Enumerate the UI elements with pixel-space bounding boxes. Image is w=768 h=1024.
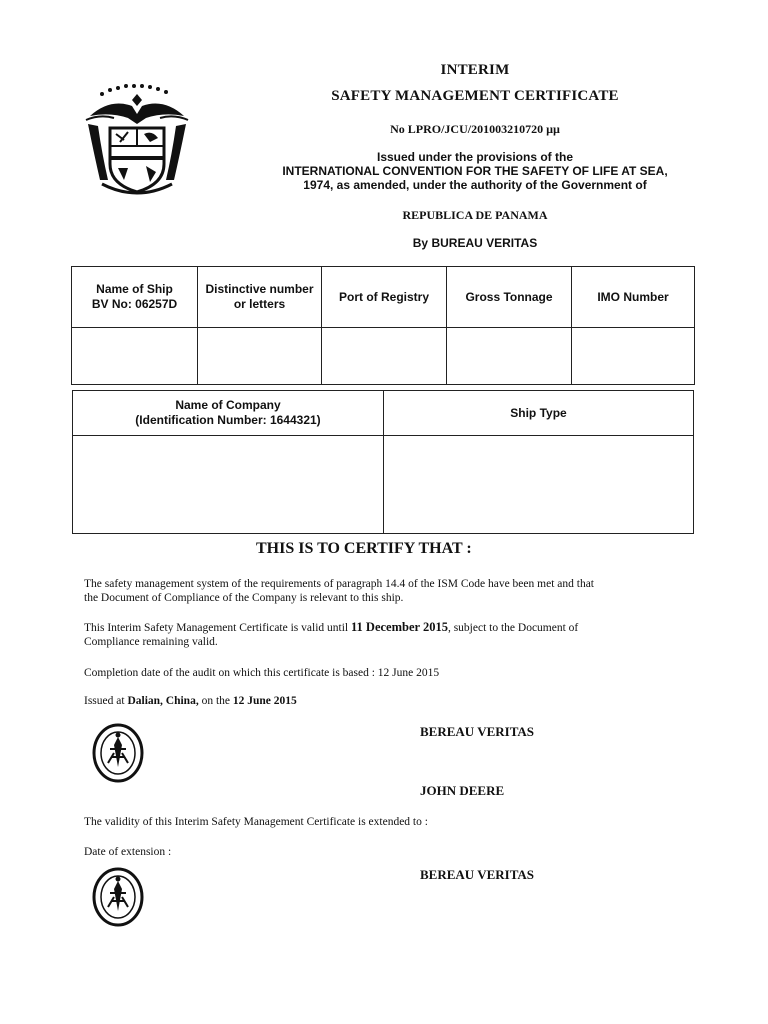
certificate-number: No LPRO/JCU/201003210720 µµ (390, 122, 560, 136)
issuer-line: By BUREAU VERITAS (412, 236, 538, 250)
extension-statement: The validity of this Interim Safety Management Certificate is extended to : (84, 816, 428, 828)
provisions-line-1: Issued under the provisions of the (376, 150, 574, 164)
cell-gross-tonnage (447, 328, 572, 385)
cell-ship-type (384, 436, 694, 534)
validity-statement: This Interim Safety Management Certificate is valid until 11 December 2015, subject to the Document of Compliance remaining valid. (84, 620, 579, 648)
table-row (73, 436, 694, 534)
header-ship-type: Ship Type (384, 391, 694, 436)
cell-distinctive-number (198, 328, 322, 385)
signatory-name: JOHN DEERE (420, 783, 505, 798)
certify-heading: THIS IS TO CERTIFY THAT : (256, 540, 472, 557)
header-gross-tonnage: Gross Tonnage (447, 267, 572, 328)
issue-date: 12 June 2015 (232, 695, 297, 707)
table-header-row (72, 267, 695, 328)
header-port-of-registry: Port of Registry (322, 267, 447, 328)
title-interim: INTERIM (440, 62, 510, 78)
signatory-organization: BEREAU VERITAS (420, 724, 535, 739)
cell-name-of-company (73, 436, 384, 534)
compliance-statement: The safety management system of the requirements of paragraph 14.4 of the ISM Code have been met and that the Document of Compliance of the Company is relevant to this ship. (84, 578, 594, 604)
company-table (72, 390, 694, 534)
extension-signatory-organization: BEREAU VERITAS (420, 867, 535, 882)
bureau-veritas-seal (92, 723, 144, 783)
header-imo-number: IMO Number (572, 267, 695, 328)
audit-completion-statement: Completion date of the audit on which this certificate is based : 12 June 2015 (84, 667, 440, 679)
header-distinctive-number: Distinctive number or letters (198, 267, 322, 328)
date-of-extension: Date of extension : (84, 846, 172, 858)
header-name-of-company: Name of Company (Identification Number: 1644321) (73, 391, 384, 436)
cell-name-of-ship (72, 328, 198, 385)
country-name: REPUBLICA DE PANAMA (402, 208, 548, 222)
provisions-line-3: 1974, as amended, under the authority of the Government of (303, 178, 647, 192)
valid-until-date: 11 December 2015 (350, 620, 448, 634)
table-row (72, 328, 695, 385)
ship-particulars-table (71, 266, 695, 385)
provisions-line-2: INTERNATIONAL CONVENTION FOR THE SAFETY OF LIFE AT SEA, (282, 164, 668, 178)
header-name-of-ship: Name of Ship BV No: 06257D (72, 267, 198, 328)
issued-at-statement: Issued at Dalian, China, on the 12 June 2015 (84, 695, 297, 707)
panama-coat-of-arms (80, 84, 195, 202)
cell-port-of-registry (322, 328, 447, 385)
cell-imo-number (572, 328, 695, 385)
issue-place: Dalian, China, (127, 695, 199, 707)
title-certificate: SAFETY MANAGEMENT CERTIFICATE (331, 88, 619, 104)
table-header-row (73, 391, 694, 436)
bureau-veritas-seal (92, 867, 144, 927)
